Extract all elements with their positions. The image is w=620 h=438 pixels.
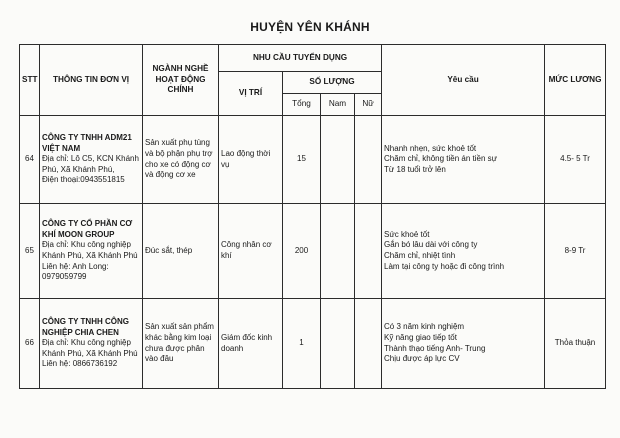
header-female: Nữ [355, 94, 382, 116]
requirement-line: Chăm chỉ, không tiền án tiền sự [384, 154, 498, 164]
industry-cell: Sản xuất phụ tùng và bộ phận phụ trợ cho xe có động cơ và động cơ xe [143, 116, 219, 204]
table-row [20, 116, 606, 204]
total-cell: 200 [283, 204, 321, 299]
company-contact: Liên hệ: Anh Long: 0979059799 [42, 261, 109, 282]
company-address: Địa chỉ: Lô C5, KCN Khánh Phú, Xã Khánh Phú, [42, 154, 139, 174]
header-unit-info: THÔNG TIN ĐƠN VỊ [40, 45, 143, 116]
requirement-line: Chịu được áp lực CV [384, 354, 460, 364]
industry-cell: Sản xuất sản phẩm khác bằng kim loại chưa được phân vào đâu [143, 299, 219, 389]
company-name: CÔNG TY TNHH CÔNG NGHIỆP CHIA CHEN [42, 317, 129, 337]
requirement-line: Nhanh nhẹn, sức khoẻ tốt [384, 143, 477, 153]
requirement-line: Thành thạo tiếng Anh- Trung [384, 343, 486, 353]
requirement-line: Làm tại công ty hoặc đi công trình [384, 261, 505, 271]
company-name: CÔNG TY CỔ PHẦN CƠ KHÍ MOON GROUP [42, 219, 133, 239]
salary-cell: 8-9 Tr [545, 204, 606, 299]
female-cell [355, 299, 382, 389]
female-cell [355, 204, 382, 299]
table-row [20, 299, 606, 389]
male-cell [321, 299, 355, 389]
header-quantity: SỐ LƯỢNG [283, 72, 382, 94]
requirement-line: Chăm chỉ, nhiệt tình [384, 251, 456, 260]
header-requirements: Yêu cầu [382, 45, 545, 116]
requirement-line: Kỹ năng giao tiếp tốt [384, 332, 457, 342]
female-cell [355, 116, 382, 204]
header-industry: NGÀNH NGHỀ HOẠT ĐỘNG CHÍNH [143, 45, 219, 116]
recruitment-table [19, 44, 606, 389]
salary-cell: 4.5- 5 Tr [545, 116, 606, 204]
company-contact: Liên hệ: 0866736192 [42, 359, 118, 369]
requirements-cell [382, 299, 545, 389]
company-address: Địa chỉ: Khu công nghiệp Khánh Phú, Xã Khánh Phú [42, 338, 138, 358]
unit-info-cell [40, 204, 143, 299]
requirement-line: Gắn bó lâu dài với công ty [384, 240, 478, 250]
page-title: HUYỆN YÊN KHÁNH [250, 20, 370, 34]
row-stt: 66 [20, 299, 40, 389]
header-total: Tổng [283, 94, 321, 116]
header-salary: MỨC LƯƠNG [545, 45, 606, 116]
position-cell: Lao động thời vụ [219, 116, 283, 204]
company-contact: Điện thoại:0943551815 [42, 175, 125, 185]
header-male: Nam [321, 94, 355, 116]
requirement-line: Sức khoẻ tốt [384, 229, 430, 239]
total-cell: 15 [283, 116, 321, 204]
salary-cell: Thỏa thuận [545, 299, 606, 389]
requirement-line: Có 3 năm kinh nghiệm [384, 322, 465, 332]
header-stt: STT [20, 45, 40, 116]
header-demand: NHU CẦU TUYỂN DỤNG [219, 45, 382, 72]
position-cell: Công nhân cơ khí [219, 204, 283, 299]
position-cell: Giám đốc kinh doanh [219, 299, 283, 389]
unit-info-cell [40, 299, 143, 389]
table-row [20, 204, 606, 299]
requirements-cell [382, 116, 545, 204]
industry-cell: Đúc sắt, thép [143, 204, 219, 299]
requirement-line: Từ 18 tuổi trở lên [384, 164, 446, 174]
row-stt: 64 [20, 116, 40, 204]
requirements-cell [382, 204, 545, 299]
row-stt: 65 [20, 204, 40, 299]
company-name: CÔNG TY TNHH ADM21 VIỆT NAM [42, 133, 132, 153]
header-position: VỊ TRÍ [219, 72, 283, 116]
company-address: Địa chỉ: Khu công nghiệp Khánh Phú, Xã Khánh Phú [42, 240, 138, 260]
total-cell: 1 [283, 299, 321, 389]
male-cell [321, 204, 355, 299]
male-cell [321, 116, 355, 204]
unit-info-cell [40, 116, 143, 204]
